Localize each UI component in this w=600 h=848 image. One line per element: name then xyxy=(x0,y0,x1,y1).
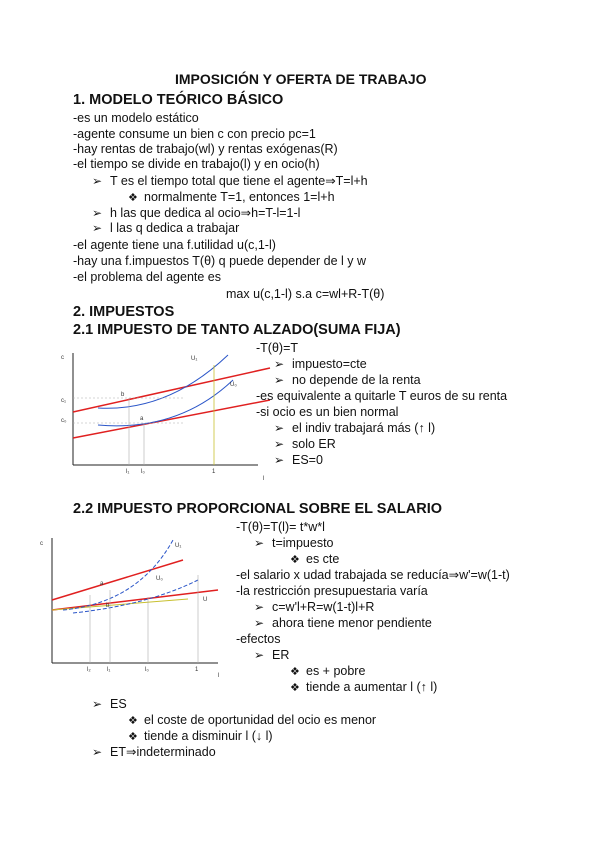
axis-tick-label: l₀ xyxy=(141,469,145,475)
axis-label: l xyxy=(263,476,265,482)
text-line: -el problema del agente es xyxy=(73,270,222,284)
text-line: -hay rentas de trabajo(wl) y rentas exógenas(R) xyxy=(73,142,338,156)
bullet-item: ➢ h las que dedica al ocio⇒h=T-l=1-l xyxy=(92,206,301,220)
axis-label: c xyxy=(61,355,64,361)
axis-label: l xyxy=(218,673,220,679)
arrow-bullet-icon: ➢ xyxy=(254,616,265,630)
point-label: a xyxy=(100,581,104,587)
axis-tick-label: l₁ xyxy=(126,469,130,475)
curve-label: U₀ xyxy=(230,382,237,388)
bullet-item: ➢ t=impuesto xyxy=(254,536,334,550)
text-line: -hay una f.impuestos T(θ) q puede depender de l y w xyxy=(73,254,366,268)
arrow-bullet-icon: ➢ xyxy=(92,174,103,188)
arrow-bullet-icon: ➢ xyxy=(254,600,265,614)
bullet-item: ➢ ES=0 xyxy=(274,453,323,467)
section2-1-heading: 2.1 IMPUESTO DE TANTO ALZADO(SUMA FIJA) xyxy=(73,322,401,338)
diamond-bullet-icon: ❖ xyxy=(128,731,138,743)
axis-tick-label: l₀ xyxy=(145,667,149,673)
arrow-bullet-icon: ➢ xyxy=(92,745,103,759)
curve-label: U xyxy=(203,597,208,603)
point-label: b xyxy=(106,603,110,609)
text-line: -es un modelo estático xyxy=(73,111,199,125)
axis-tick-label: c₀ xyxy=(61,418,67,424)
point-label: b xyxy=(121,392,125,398)
bullet-item: ➢ ES xyxy=(92,697,127,711)
text-line: -si ocio es un bien normal xyxy=(256,405,399,419)
diamond-item: ❖ es cte xyxy=(290,552,340,566)
bullet-item: ➢ impuesto=cte xyxy=(274,357,367,371)
diamond-item: ❖ es + pobre xyxy=(290,664,366,678)
diamond-item: ❖ normalmente T=1, entonces 1=l+h xyxy=(128,190,335,204)
arrow-bullet-icon: ➢ xyxy=(274,357,285,371)
diamond-bullet-icon: ❖ xyxy=(290,554,300,566)
text-line: -T(θ)=T(l)= t*w*l xyxy=(236,520,325,534)
arrow-bullet-icon: ➢ xyxy=(254,536,265,550)
bullet-item: ➢ ahora tiene menor pendiente xyxy=(254,616,432,630)
bullet-item: ➢ el indiv trabajará más (↑ l) xyxy=(274,421,436,435)
diamond-bullet-icon: ❖ xyxy=(128,192,138,204)
axis-tick-label: 1 xyxy=(212,469,216,475)
axis-tick-label: c₁ xyxy=(61,398,67,404)
arrow-bullet-icon: ➢ xyxy=(274,453,285,467)
bullet-item: ➢ ET⇒indeterminado xyxy=(92,745,216,759)
diamond-item: ❖ tiende a aumentar l (↑ l) xyxy=(290,680,438,694)
arrow-bullet-icon: ➢ xyxy=(274,373,285,387)
diamond-item: ❖ el coste de oportunidad del ocio es menor xyxy=(128,713,377,727)
formula: max u(c,1-l) s.a c=wl+R-T(θ) xyxy=(226,287,385,301)
graph-proportional-tax xyxy=(38,535,238,679)
section1-heading: 1. MODELO TEÓRICO BÁSICO xyxy=(73,92,284,108)
axis-tick-label: 1 xyxy=(195,667,199,673)
bullet-item: ➢ no depende de la renta xyxy=(274,373,421,387)
text-line: -agente consume un bien c con precio pc=1 xyxy=(73,127,316,141)
text-line: -el tiempo se divide en trabajo(l) y en ocio(h) xyxy=(73,157,320,171)
bullet-item: ➢ T es el tiempo total que tiene el agente⇒T=l+h xyxy=(92,174,368,188)
diamond-bullet-icon: ❖ xyxy=(290,666,300,678)
diamond-item: ❖ tiende a disminuir l (↓ l) xyxy=(128,729,273,743)
text-line: -el salario x udad trabajada se reducía⇒w'=w(1-t) xyxy=(236,568,510,582)
arrow-bullet-icon: ➢ xyxy=(274,437,285,451)
curve-label: U₁ xyxy=(191,356,198,362)
point-label: a xyxy=(140,416,144,422)
curve-label: U₁ xyxy=(175,543,182,549)
axis-tick-label: l₁ xyxy=(107,667,111,673)
arrow-bullet-icon: ➢ xyxy=(92,697,103,711)
text-line: -es equivalente a quitarle T euros de su renta xyxy=(256,389,508,403)
bullet-item: ➢ l las q dedica a trabajar xyxy=(92,221,240,235)
axis-tick-label: l₂ xyxy=(87,667,91,673)
arrow-bullet-icon: ➢ xyxy=(254,648,265,662)
text-line: -T(θ)=T xyxy=(256,341,299,355)
arrow-bullet-icon: ➢ xyxy=(92,206,103,220)
bullet-item: ➢ solo ER xyxy=(274,437,336,451)
section2-2-heading: 2.2 IMPUESTO PROPORCIONAL SOBRE EL SALARIO xyxy=(73,501,443,517)
arrow-bullet-icon: ➢ xyxy=(274,421,285,435)
axis-label: c xyxy=(40,541,43,547)
diamond-bullet-icon: ❖ xyxy=(290,682,300,694)
curve-label: U₀ xyxy=(156,576,163,582)
text-line: -el agente tiene una f.utilidad u(c,1-l) xyxy=(73,238,276,252)
arrow-bullet-icon: ➢ xyxy=(92,221,103,235)
bullet-item: ➢ ER xyxy=(254,648,290,662)
diamond-bullet-icon: ❖ xyxy=(128,715,138,727)
bullet-item: ➢ c=w'l+R=w(1-t)l+R xyxy=(254,600,375,614)
document-title: IMPOSICIÓN Y OFERTA DE TRABAJO xyxy=(175,71,427,87)
graph-lump-sum-tax xyxy=(58,350,265,482)
text-line: -efectos xyxy=(236,632,281,646)
text-line: -la restricción presupuestaria varía xyxy=(236,584,428,598)
section2-heading: 2. IMPUESTOS xyxy=(73,304,175,320)
